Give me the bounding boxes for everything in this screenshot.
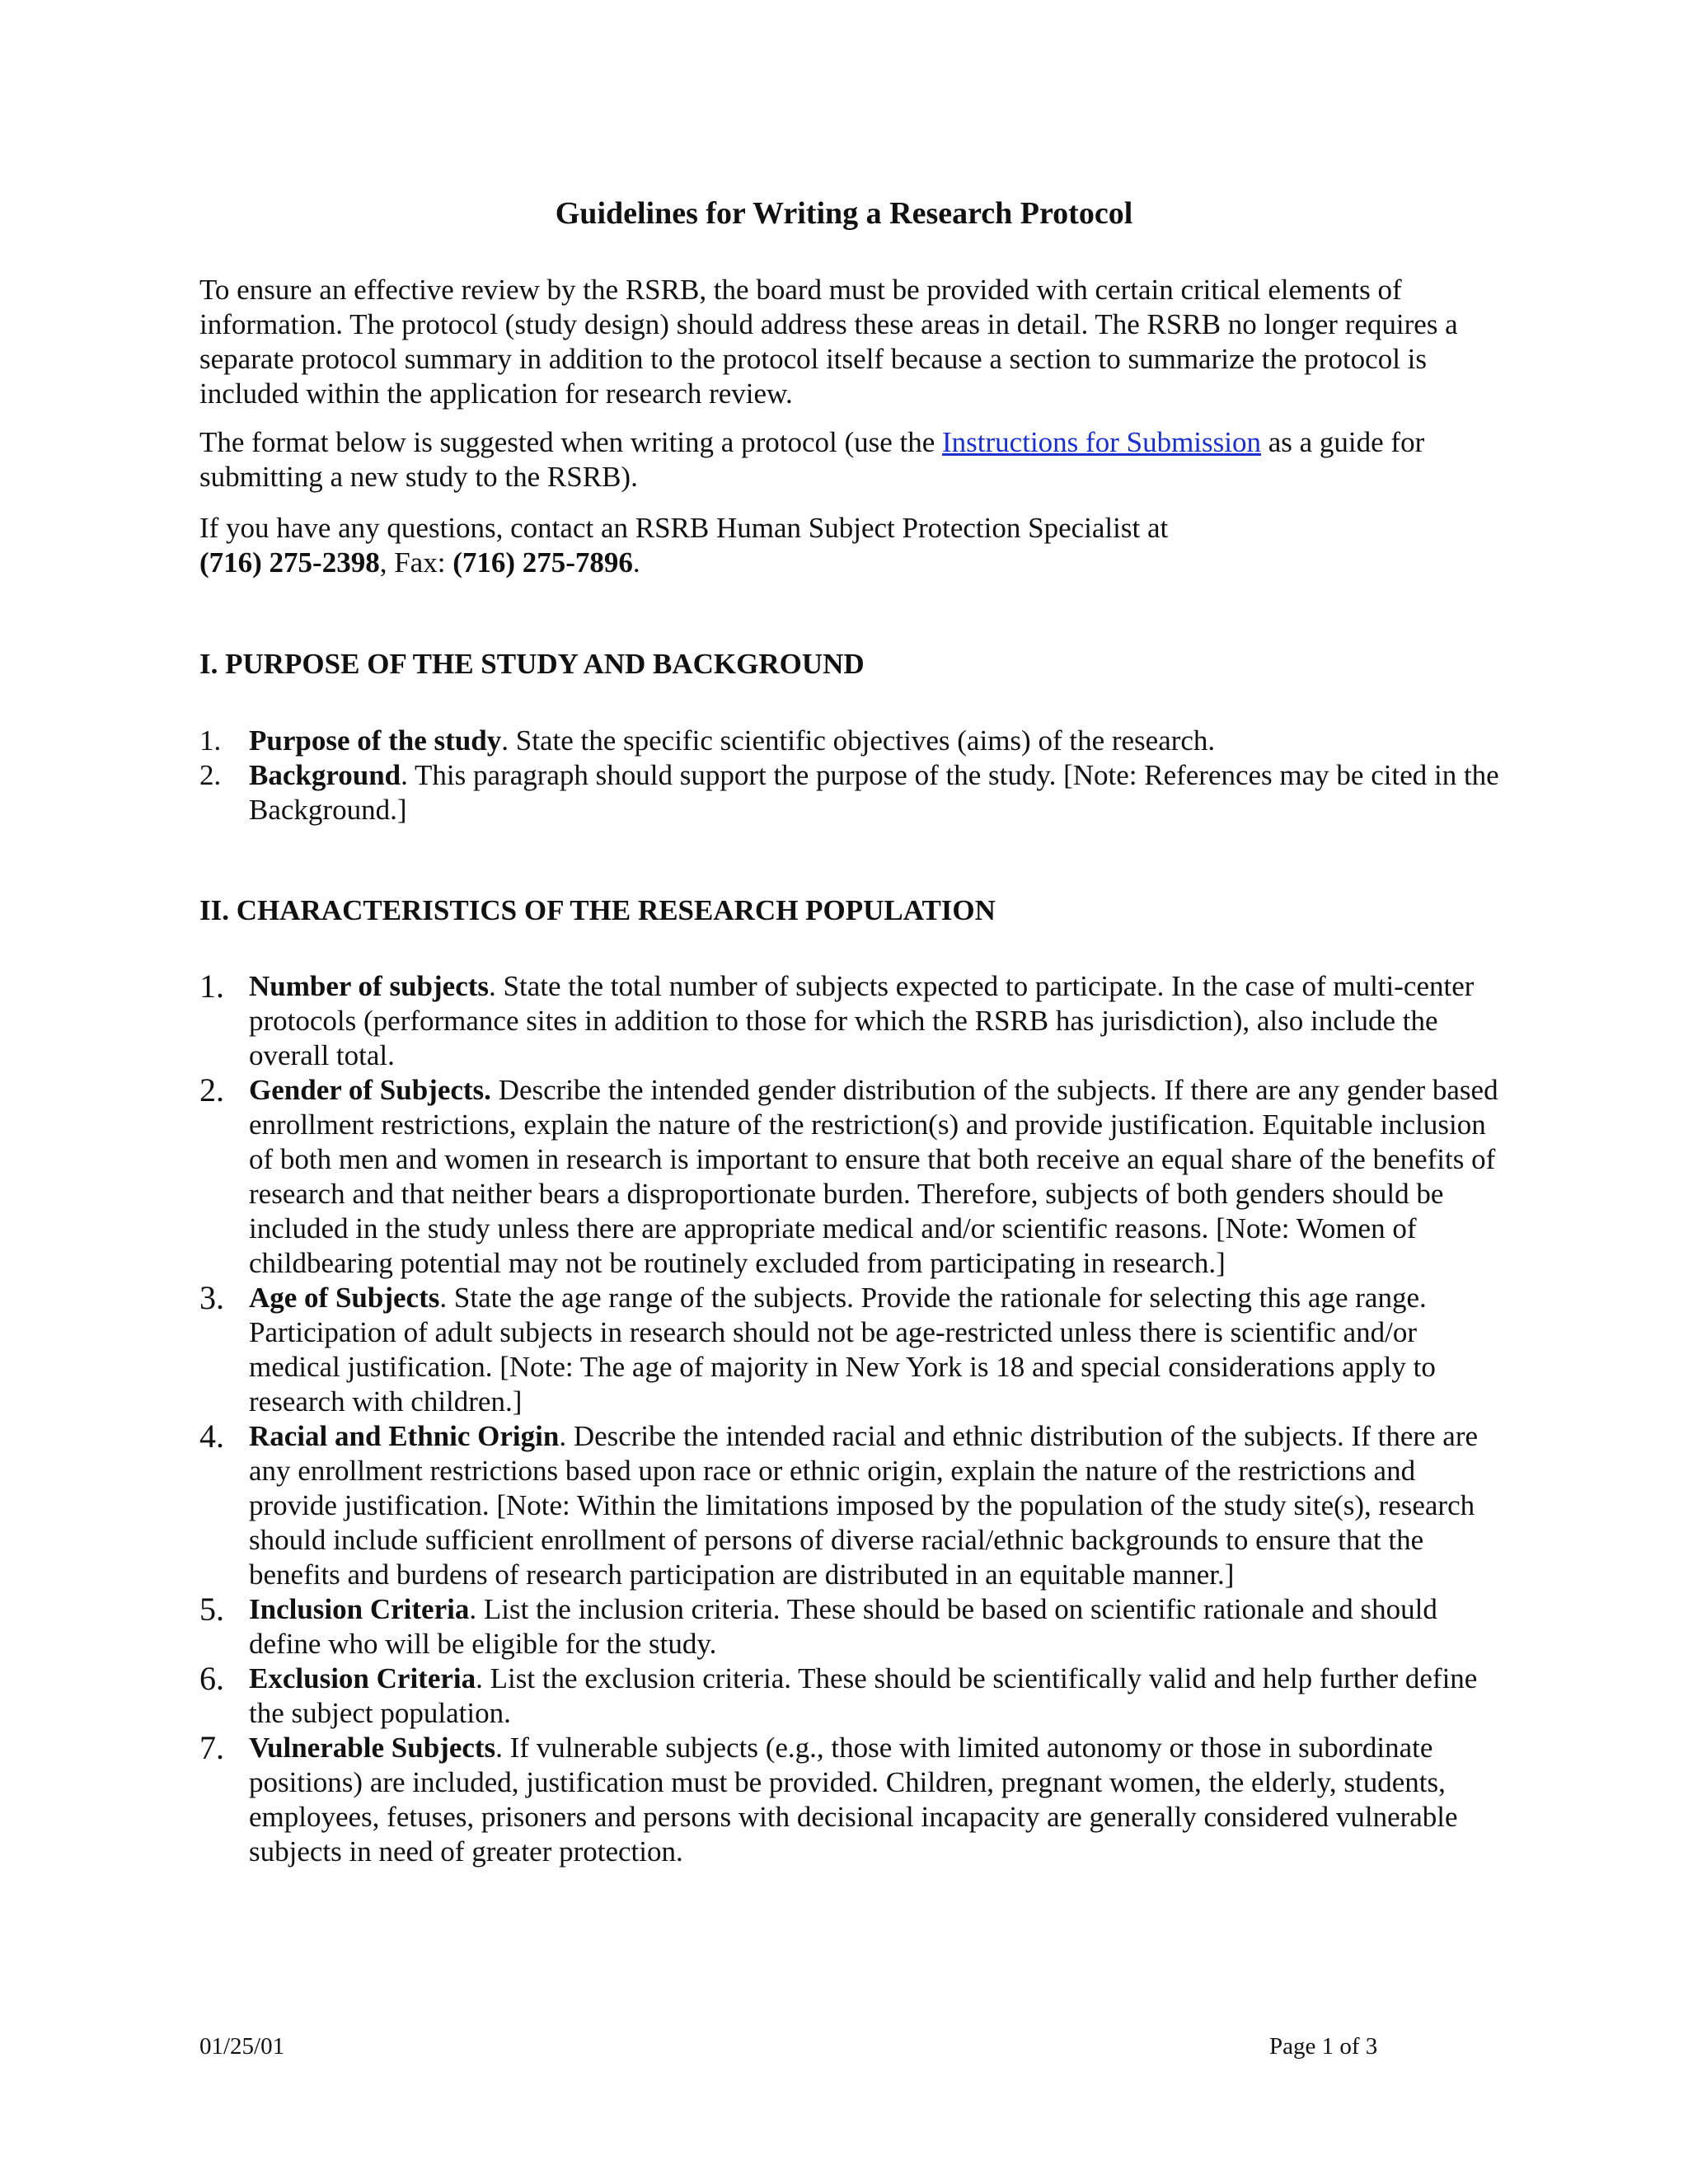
list-item: [199, 1661, 1502, 1731]
item-number: 5.: [199, 1591, 224, 1628]
footer-date: 01/25/01: [199, 2033, 285, 2060]
item-number: 2.: [199, 759, 222, 791]
item-text: . State the specific scientific objectives (aims) of the research.: [501, 724, 1216, 757]
footer-page-number: Page 1 of 3: [1269, 2033, 1378, 2060]
list-item: [199, 724, 1502, 758]
item-number: 7.: [199, 1729, 224, 1766]
instructions-for-submission-link[interactable]: Instructions for Submission: [942, 426, 1261, 458]
list-item: [199, 1731, 1502, 1869]
item-term: Vulnerable Subjects: [249, 1732, 496, 1764]
section-2-heading: II. CHARACTERISTICS OF THE RESEARCH POPULATION: [199, 894, 996, 926]
contact-paragraph: [199, 511, 1502, 580]
fax-number: (716) 275-7896: [452, 546, 633, 579]
section-2-list: [199, 969, 1502, 1869]
format-paragraph: [199, 425, 1502, 494]
list-item: [199, 1592, 1502, 1661]
item-text: Describe the intended gender distribution of the subjects. If there are any gender based enrollment restrictions, explain the nature of the restriction(s) and provide justification. Equitable inclusion of both men and women in research is important to ensure that both receive an equal share of the benefits of research and that neither bears a disproportionate burden. Therefore, subjects of both genders should be included in the study unless there are appropriate medical and/or scientific reasons. [Note: Women of childbearing potential may not be routinely excluded from participating in research.]: [249, 1074, 1498, 1279]
list-item: [199, 969, 1502, 1073]
format-text-after: as a guide for submitting a new study to the RSRB).: [199, 426, 1425, 493]
item-text: . State the age range of the subjects. Provide the rationale for selecting this age range. Participation of adult subjects in research should not be age-restricted unless there is scientific and/or medical justification. [Note: The age of majority in New York is 18 and special considerations apply to research with children.]: [249, 1282, 1436, 1418]
phone-number: (716) 275-2398: [199, 546, 380, 579]
item-text: . Describe the intended racial and ethnic distribution of the subjects. If there are any enrollment restrictions based upon race or ethnic origin, explain the nature of the restrictions and provide justification. [Note: Within the limitations imposed by the population of the study site(s), research should include sufficient enrollment of persons of diverse racial/ethnic backgrounds to ensure that the benefits and burdens of research participation are distributed in an equitable manner.]: [249, 1420, 1479, 1591]
list-item: [199, 1419, 1502, 1592]
fax-label: , Fax:: [379, 546, 453, 579]
list-item: [199, 758, 1502, 827]
intro-paragraph: To ensure an effective review by the RSRB, the board must be provided with certain critical elements of information. The protocol (study design) should address these areas in detail. The RSRB no longer requires a separate protocol summary in addition to the protocol itself because a section to summarize the protocol is included within the application for research review.: [199, 274, 1458, 410]
item-term: Gender of Subjects.: [249, 1074, 491, 1106]
item-number: 3.: [199, 1279, 224, 1316]
item-term: Racial and Ethnic Origin: [249, 1420, 560, 1452]
item-text: . List the inclusion criteria. These should be based on scientific rationale and should define who will be eligible for the study.: [249, 1593, 1437, 1660]
format-text-before: The format below is suggested when writing a protocol (use the: [199, 426, 943, 458]
section-1-heading: I. PURPOSE OF THE STUDY AND BACKGROUND: [199, 648, 865, 680]
item-text: . If vulnerable subjects (e.g., those with limited autonomy or those in subordinate positions) are included, justification must be provided. Children, pregnant women, the elderly, students, employees, fetuses, prisoners and persons with decisional incapacity are generally considered vulnerable subjects in need of greater protection.: [249, 1732, 1458, 1868]
item-term: Purpose of the study: [249, 724, 502, 757]
item-text: . List the exclusion criteria. These should be scientifically valid and help further define the subject population.: [249, 1662, 1478, 1729]
item-text: . This paragraph should support the purpose of the study. [Note: References may be cited in the Background.]: [249, 759, 1499, 826]
item-term: Inclusion Criteria: [249, 1593, 470, 1625]
list-item: [199, 1073, 1502, 1281]
document-title: Guidelines for Writing a Research Protocol: [555, 196, 1133, 231]
list-item: [199, 1281, 1502, 1419]
item-number: 4.: [199, 1418, 224, 1455]
section-1-list: [199, 724, 1502, 827]
item-number: 2.: [199, 1071, 224, 1108]
item-term: Exclusion Criteria: [249, 1662, 476, 1694]
item-number: 1.: [199, 724, 222, 757]
item-number: 1.: [199, 968, 224, 1005]
item-number: 6.: [199, 1660, 224, 1697]
item-term: Number of subjects: [249, 970, 490, 1002]
item-text: . State the total number of subjects expected to participate. In the case of multi-center protocols (performance sites in addition to those for which the RSRB has jurisdiction), also include the overall total.: [249, 970, 1475, 1071]
contact-period: .: [632, 546, 640, 579]
item-term: Age of Subjects: [249, 1282, 440, 1314]
item-term: Background: [249, 759, 401, 791]
contact-text: If you have any questions, contact an RSRB Human Subject Protection Specialist at: [199, 512, 1169, 544]
